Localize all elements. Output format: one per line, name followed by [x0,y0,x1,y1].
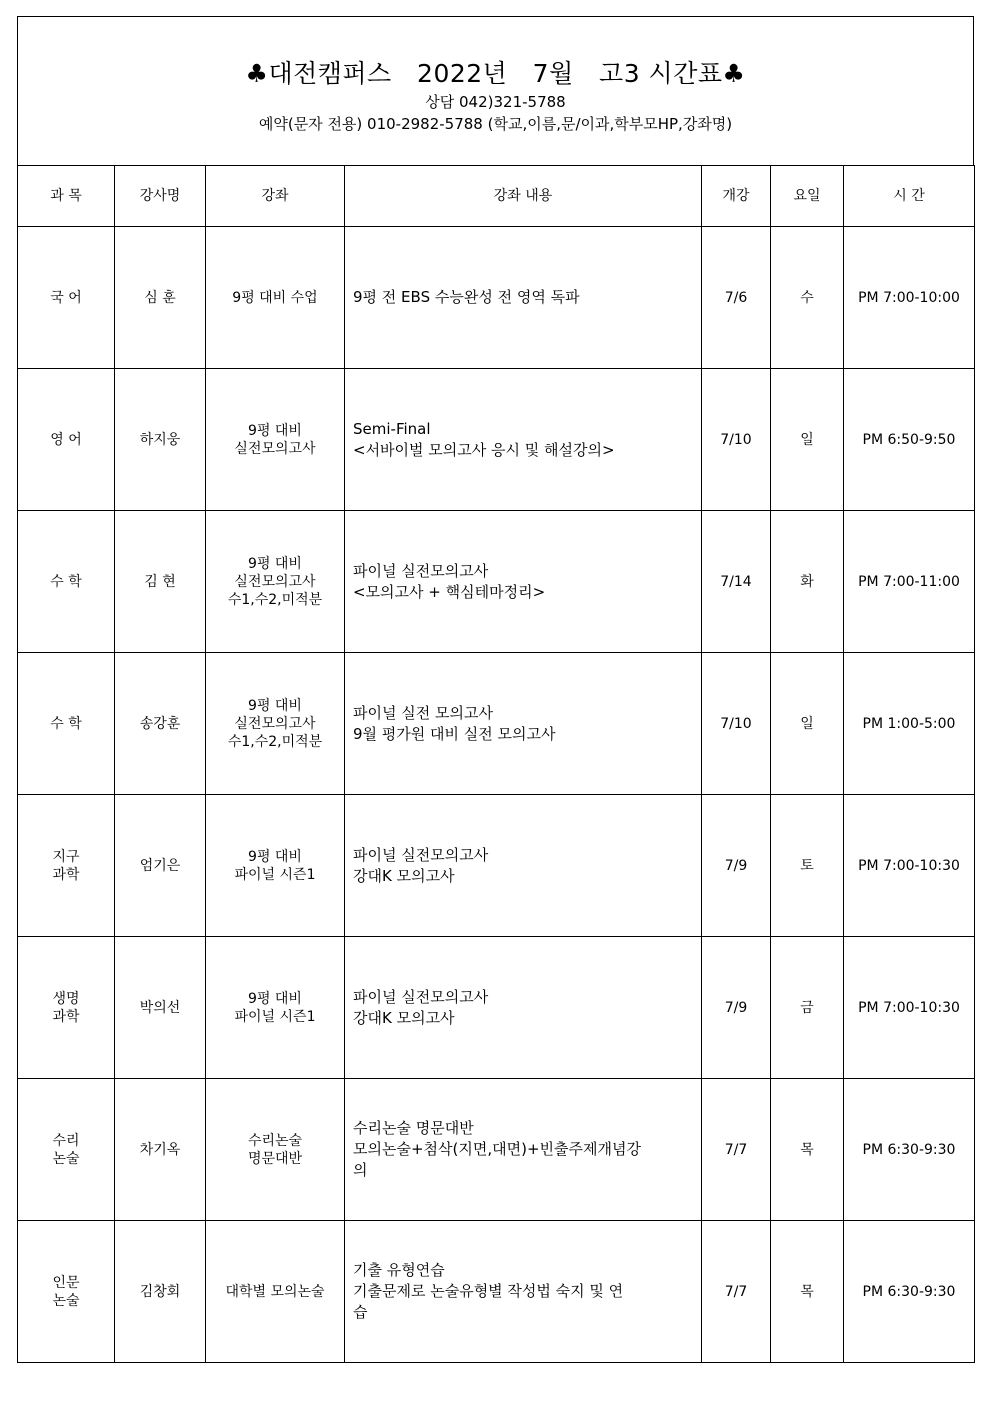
cell-start: 7/9 [702,937,771,1079]
cell-course [206,937,345,1079]
cell-content [345,795,702,937]
cell-subject-line: 논술 [52,1292,80,1309]
cell-course-line: 실전모의고사 [234,573,316,590]
cell-course-line: 파이널 시즌1 [234,866,316,883]
cell-start: 7/10 [702,653,771,795]
cell-course-line: 파이널 시즌1 [234,1008,316,1025]
table-row [18,795,975,937]
table-row [18,937,975,1079]
cell-content-line: 9월 평가원 대비 실전 모의고사 [353,724,556,743]
cell-course-line: 9평 대비 수업 [232,289,318,306]
page-title: ♣대전캠퍼스 2022년 7월 고3 시간표♣ [245,59,746,88]
cell-content-line: 파이널 실전 모의고사 [353,703,493,722]
cell-content-line: 파이널 실전모의고사 [353,987,489,1006]
cell-day: 수 [771,227,844,369]
cell-course-line: 수1,수2,미적분 [227,733,323,750]
cell-content-line: 습 [353,1303,368,1321]
cell-time: PM 6:30-9:30 [844,1079,975,1221]
cell-subject [18,227,115,369]
cell-subject-line: 수 학 [50,715,82,732]
cell-course-line: 실전모의고사 [234,440,316,457]
cell-course-line: 대학별 모의논술 [225,1283,325,1300]
cell-course-line: 수리논술 [247,1132,303,1149]
cell-content-line: 기출문제로 논술유형별 작성법 숙지 및 연 [353,1282,624,1300]
cell-subject [18,369,115,511]
cell-day: 일 [771,653,844,795]
cell-teacher: 송강훈 [115,653,206,795]
cell-day: 목 [771,1079,844,1221]
cell-teacher: 김창회 [115,1221,206,1363]
cell-content [345,227,702,369]
cell-day: 화 [771,511,844,653]
cell-content-line: 파이널 실전모의고사 [353,845,489,864]
cell-course [206,1079,345,1221]
cell-subject-line: 과학 [52,866,80,883]
cell-time: PM 1:00-5:00 [844,653,975,795]
reservation-line: 예약(문자 전용) 010-2982-5788 (학교,이름,문/이과,학부모HP,강좌명) [258,115,733,133]
cell-subject-line: 영 어 [50,431,82,448]
cell-subject-line: 인문 [52,1274,80,1291]
cell-content [345,1079,702,1221]
col-subject: 과 목 [18,166,115,227]
contact-line: 상담 042)321-5788 [425,93,566,111]
cell-course-line: 실전모의고사 [234,715,316,732]
cell-content-line: 모의논술+첨삭(지면,대면)+빈출주제개념강 [353,1140,641,1158]
cell-content-line: 수리논술 명문대반 [353,1119,474,1137]
cell-day: 금 [771,937,844,1079]
col-time: 시 간 [844,166,975,227]
cell-day: 토 [771,795,844,937]
cell-time: PM 6:50-9:50 [844,369,975,511]
cell-subject-line: 수리 [52,1132,80,1149]
cell-content [345,1221,702,1363]
cell-course [206,227,345,369]
cell-content-line: <서바이벌 모의고사 응시 및 해설강의> [353,440,615,459]
cell-course [206,795,345,937]
cell-subject-line: 과학 [52,1008,80,1025]
table-row [18,511,975,653]
cell-course-line: 9평 대비 [248,848,302,865]
cell-start: 7/7 [702,1079,771,1221]
cell-content-line: <모의고사 + 핵심테마정리> [353,582,546,601]
col-day: 요일 [771,166,844,227]
cell-teacher: 심 훈 [115,227,206,369]
cell-content-line: 강대K 모의고사 [353,1008,455,1027]
cell-subject [18,1221,115,1363]
cell-course [206,1221,345,1363]
cell-time: PM 7:00-10:30 [844,795,975,937]
cell-subject [18,511,115,653]
cell-subject [18,795,115,937]
cell-content [345,369,702,511]
cell-start: 7/14 [702,511,771,653]
cell-course-line: 9평 대비 [248,990,302,1007]
cell-content-line: 파이널 실전모의고사 [353,561,489,580]
cell-teacher: 하지웅 [115,369,206,511]
cell-start: 7/6 [702,227,771,369]
cell-subject [18,1079,115,1221]
cell-course [206,511,345,653]
cell-content-line: Semi-Final [353,419,431,438]
cell-course-line: 9평 대비 [248,555,302,572]
cell-subject [18,937,115,1079]
cell-content [345,937,702,1079]
cell-content-line: 기출 유형연습 [353,1261,445,1279]
cell-course-line: 9평 대비 [248,422,302,439]
table-row [18,1221,975,1363]
cell-course [206,369,345,511]
cell-course-line: 9평 대비 [248,697,302,714]
cell-subject-line: 논술 [52,1150,80,1167]
col-course: 강좌 [206,166,345,227]
cell-content [345,653,702,795]
cell-start: 7/7 [702,1221,771,1363]
cell-teacher: 차기옥 [115,1079,206,1221]
col-start: 개강 [702,166,771,227]
cell-course-line: 수1,수2,미적분 [227,591,323,608]
cell-subject-line: 생명 [52,990,80,1007]
cell-subject-line: 지구 [52,848,80,865]
schedule-table [17,165,975,1363]
cell-time: PM 7:00-10:00 [844,227,975,369]
cell-content-line: 강대K 모의고사 [353,866,455,885]
cell-teacher: 엄기은 [115,795,206,937]
cell-subject [18,653,115,795]
cell-course [206,653,345,795]
cell-subject-line: 수 학 [50,573,82,590]
table-row [18,1079,975,1221]
cell-start: 7/9 [702,795,771,937]
cell-content [345,511,702,653]
cell-time: PM 6:30-9:30 [844,1221,975,1363]
col-teacher: 강사명 [115,166,206,227]
cell-day: 일 [771,369,844,511]
table-row [18,227,975,369]
table-row [18,369,975,511]
col-content: 강좌 내용 [345,166,702,227]
cell-teacher: 김 현 [115,511,206,653]
cell-teacher: 박의선 [115,937,206,1079]
header [17,16,974,165]
cell-course-line: 명문대반 [247,1150,303,1167]
cell-time: PM 7:00-10:30 [844,937,975,1079]
cell-content-line: 의 [353,1161,368,1179]
cell-content-line: 9평 전 EBS 수능완성 전 영역 독파 [353,288,580,306]
cell-time: PM 7:00-11:00 [844,511,975,653]
cell-day: 목 [771,1221,844,1363]
cell-start: 7/10 [702,369,771,511]
timetable-sheet [17,16,974,1363]
header-row [18,166,975,227]
cell-subject-line: 국 어 [50,289,82,306]
table-row [18,653,975,795]
